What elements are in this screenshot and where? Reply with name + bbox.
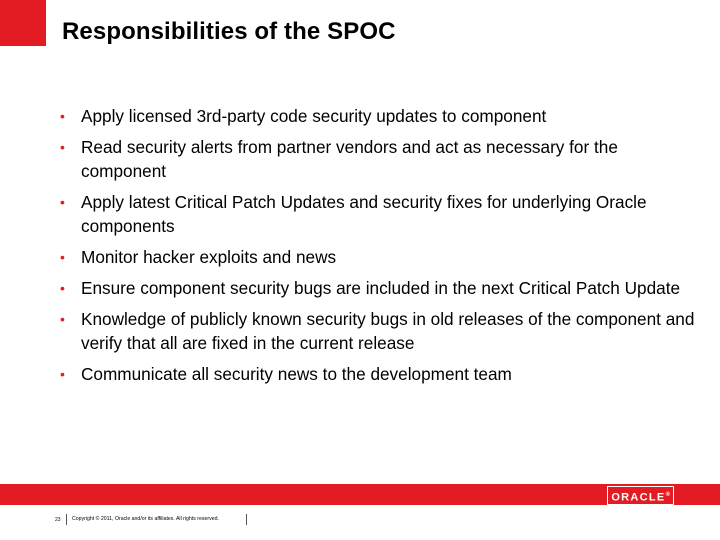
bullet-text: Read security alerts from partner vendors and act as necessary for the component [81,137,618,181]
bullet-item [60,307,700,355]
footer-divider-left [66,514,67,525]
bullet-text: Apply licensed 3rd-party code security updates to component [81,106,547,126]
bullet-dot-icon: • [60,311,65,327]
bullet-item [60,104,700,128]
bullet-item [60,245,700,269]
oracle-logo [607,486,674,505]
bullet-dot-icon: • [60,280,65,296]
bullet-item [60,135,700,183]
bullet-text: Ensure component security bugs are included in the next Critical Patch Update [81,278,681,298]
slide-title: Responsibilities of the SPOC [62,18,396,45]
bullet-list [60,104,700,393]
bullet-item [60,276,700,300]
bullet-dot-icon: • [60,366,65,382]
slide-number: 23 [55,517,61,523]
bullet-dot-icon: • [60,139,65,155]
copyright-notice: Copyright © 2011, Oracle and/or its affiliates. All rights reserved. [72,516,219,522]
corner-accent-block [0,0,46,46]
oracle-logo-text: ORACLE [611,491,666,504]
bullet-dot-icon: • [60,194,65,210]
footer-divider-right [246,514,247,525]
registered-mark: ® [665,492,670,498]
bullet-dot-icon: • [60,108,65,124]
bullet-text: Communicate all security news to the development team [81,364,512,384]
bullet-text: Apply latest Critical Patch Updates and security fixes for underlying Oracle components [81,192,647,236]
bullet-item [60,362,700,386]
bullet-text: Monitor hacker exploits and news [81,247,337,267]
bullet-text: Knowledge of publicly known security bugs in old releases of the component and verify that all are fixed in the current release [81,309,695,353]
bullet-item [60,190,700,238]
bullet-dot-icon: • [60,249,65,265]
